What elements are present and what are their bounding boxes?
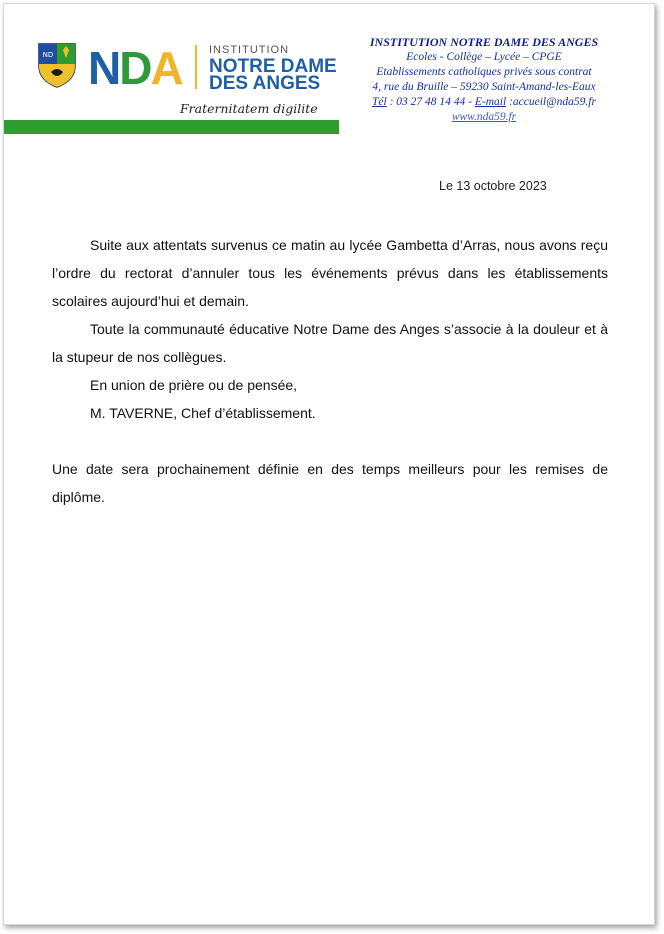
crest-icon (37, 42, 77, 88)
logo-letter-a: A (150, 42, 182, 94)
logo-letter-n: N (88, 42, 120, 94)
logo-institution: INSTITUTION (209, 44, 290, 56)
email-label[interactable]: E-mail (474, 96, 507, 108)
website-link[interactable]: www.nda59.fr (451, 111, 517, 123)
logo-motto: Fraternitatem digilite (180, 101, 318, 116)
tel-value: : 03 27 48 14 44 - (386, 96, 475, 108)
letter-page (3, 3, 655, 925)
logo-letter-d: D (119, 42, 151, 94)
contact-line-2: Etablissements catholiques privés sous contrat (376, 66, 592, 78)
letter-body (52, 231, 608, 511)
email-value[interactable]: :accueil@nda59.fr (506, 96, 596, 108)
contact-phone-email (354, 95, 614, 110)
logo-name-line1: NOTRE DAME (209, 56, 337, 77)
paragraph-1: Suite aux attentats survenus ce matin au lycée Gambetta d’Arras, nous avons reçu l’ordre du rectorat d’annuler tous les événements prévus dans les établissements scolaires aujourd’hui et demain. (52, 237, 608, 309)
contact-block (354, 35, 614, 125)
header-green-bar (4, 120, 339, 134)
contact-line-1: Ecoles - Collège – Lycée – CPGE (406, 51, 562, 63)
contact-title: INSTITUTION NOTRE DAME DES ANGES (369, 35, 599, 49)
letter-date: Le 13 octobre 2023 (439, 179, 547, 193)
crest-text: ND (42, 51, 54, 59)
tel-label: Tél (372, 96, 387, 108)
contact-address: 4, rue du Bruille – 59230 Saint-Amand-les-Eaux (372, 81, 596, 93)
paragraph-footnote: Une date sera prochainement définie en des temps meilleurs pour les remises de diplôme. (52, 461, 608, 505)
paragraph-2: Toute la communauté éducative Notre Dame des Anges s’associe à la douleur et à la stupeur de nos collègues. (52, 321, 608, 365)
logo-letters (88, 44, 182, 92)
signature: M. TAVERNE, Chef d’établissement. (90, 405, 316, 421)
logo-separator (195, 45, 197, 89)
logo-name-line2: DES ANGES (209, 73, 321, 94)
closing-line: En union de prière ou de pensée, (90, 377, 298, 393)
